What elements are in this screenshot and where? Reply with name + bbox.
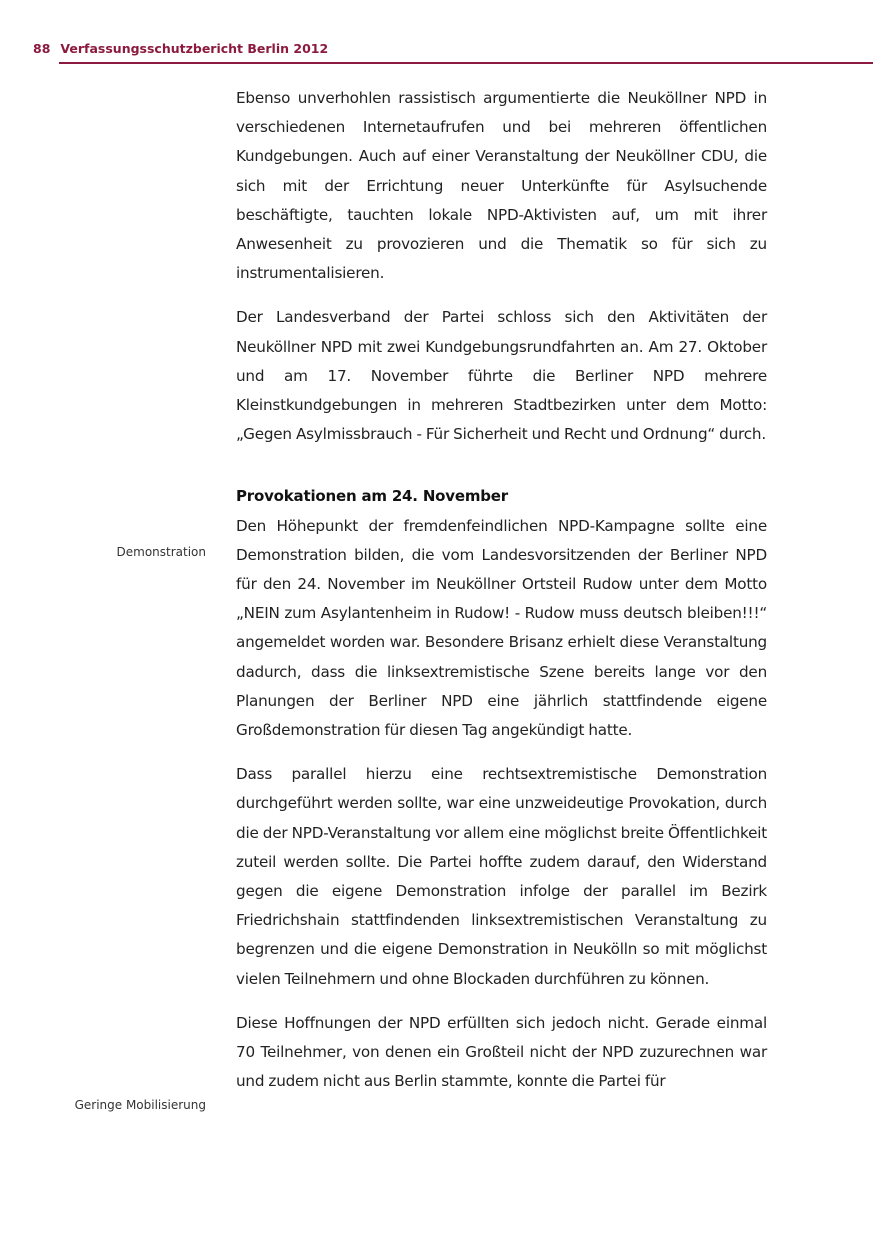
- paragraph-3: Den Höhepunkt der fremdenfeindlichen NPD-Kampagne sollte eine Demonstration bilden, die vom Landesvorsitzenden der Berliner NPD für den 24. November im Neuköllner Ortsteil Rudow unter dem Motto „NEIN zum Asylantenheim in Rudow! - Rudow muss deutsch bleiben!!!“ angemeldet worden war. Besondere Brisanz erhielt diese Veranstaltung dadurch, dass die linksextremistische Szene bereits lange vor den Planungen der Berliner NPD eine jährlich stattfindende eigene Großdemonstration für diesen Tag angekündigt hatte.: [236, 516, 767, 740]
- paragraph-2: Der Landesverband der Partei schloss sich den Aktivitäten der Neuköllner NPD mit zwei Kundgebungsrundfahrten an. Am 27. Oktober und am 17. November führte die Berliner NPD mehrere Kleinstkundgebungen in mehreren Stadtbezirken unter dem Motto: „Gegen Asylmissbrauch - Für Sicherheit und Recht und Ordnung“ durch.: [236, 308, 767, 444]
- margin-note-demonstration: Demonstration: [116, 545, 206, 559]
- header-rule: [59, 62, 873, 64]
- running-header: [33, 40, 328, 58]
- page-number: 88: [33, 41, 51, 56]
- paragraph-4: Dass parallel hierzu eine rechtsextremistische Demonstration durchgeführt werden sollte, war eine unzweideutige Provokation, durch die der NPD-Veranstaltung vor allem eine möglichst breite Öffentlichkeit zuteil werden sollte. Die Partei hoffte zudem darauf, den Widerstand gegen die eigene Demonstration infolge der parallel im Bezirk Friedrichshain stattfindenden linksextremistischen Veranstaltung zu begrenzen und die eigene Demonstration in Neukölln so mit möglichst vielen Teilnehmern und ohne Blockaden durchführen zu können.: [236, 765, 767, 988]
- section-heading: Provokationen am 24. November: [236, 487, 508, 506]
- margin-note-mobilisierung: Geringe Mobilisierung: [74, 1098, 206, 1112]
- main-text-column: [236, 84, 767, 1097]
- paragraph-1: Ebenso unverhohlen rassistisch argumentierte die Neuköllner NPD in verschiedenen Internetaufrufen und bei mehreren öffentlichen Kundgebungen. Auch auf einer Veranstaltung der Neuköllner CDU, die sich mit der Errichtung neuer Unterkünfte für Asylsuchende beschäftigte, tauchten lokale NPD-Aktivisten auf, um mit ihrer Anwesenheit zu provozieren und die Thematik so für sich zu instrumentalisieren.: [236, 89, 767, 283]
- running-header-title: Verfassungsschutzbericht Berlin 2012: [60, 41, 329, 56]
- paragraph-5: Diese Hoffnungen der NPD erfüllten sich jedoch nicht. Gerade einmal 70 Teilnehmer, von denen ein Großteil nicht der NPD zuzurechnen war und zudem nicht aus Berlin stammte, konnte die Partei für: [236, 1013, 767, 1091]
